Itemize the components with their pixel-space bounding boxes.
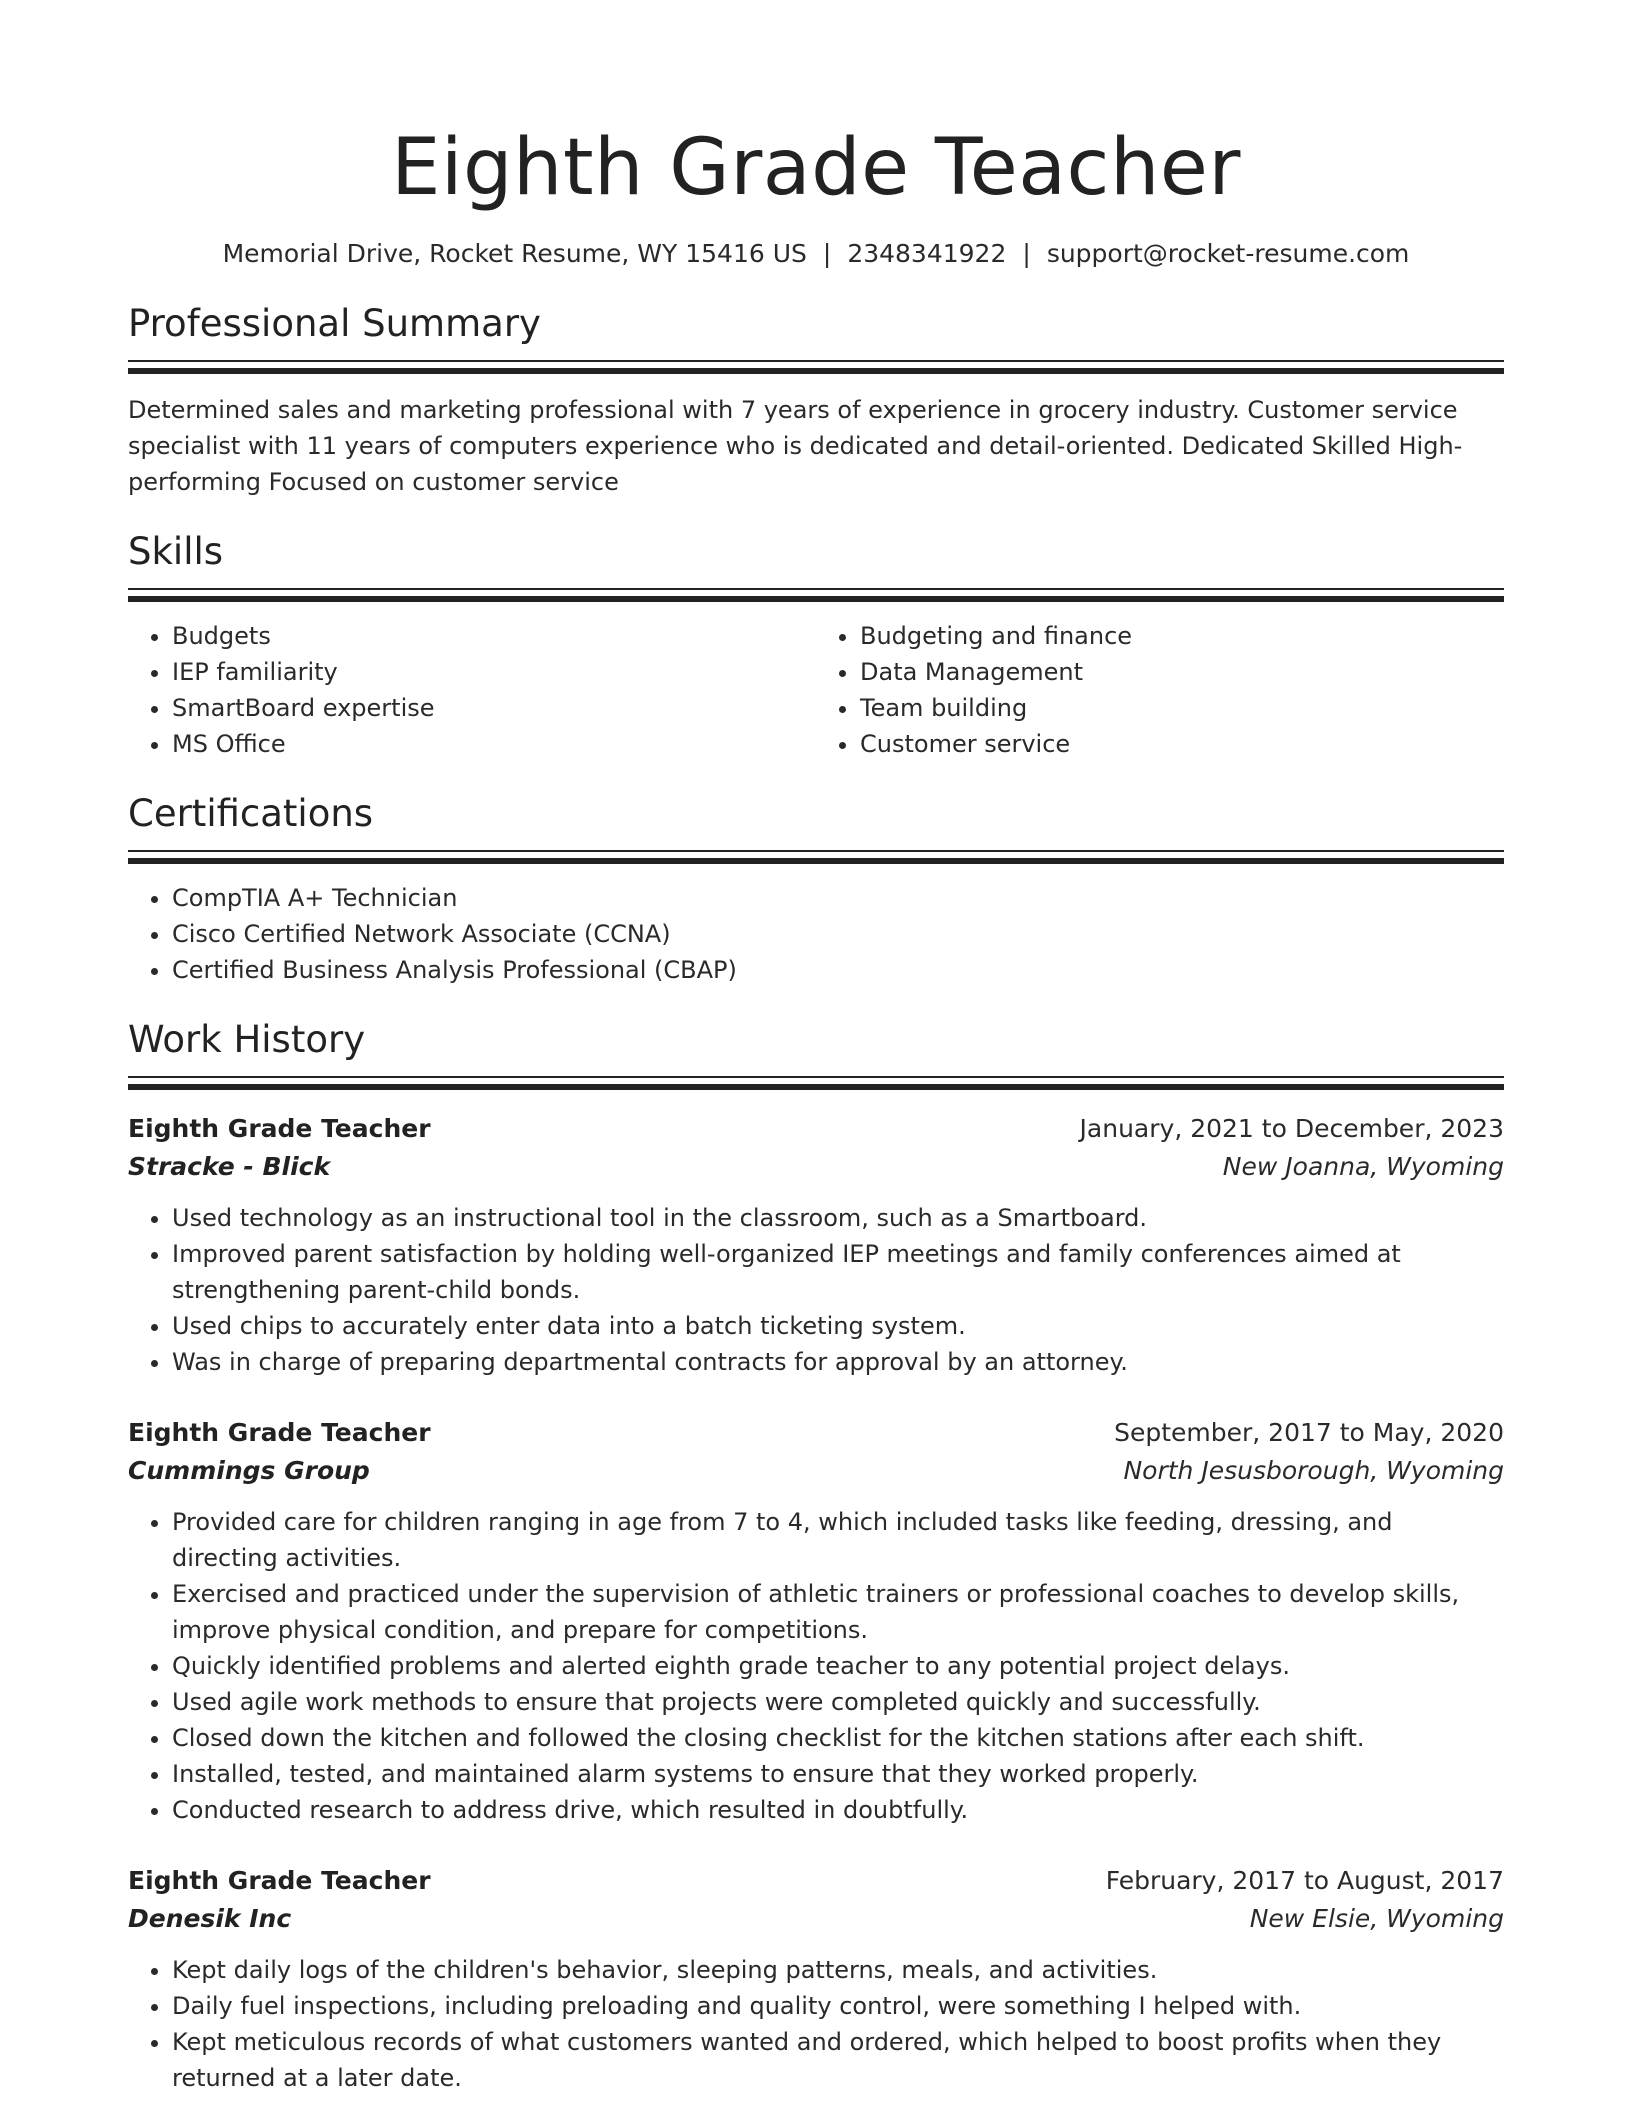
job-bullet: • Used agile work methods to ensure that projects were completed quickly and successfully.: [172, 1684, 1504, 1720]
work-history-section: [128, 1014, 1504, 2096]
skills-grid: [128, 618, 1504, 762]
job-company: Denesik Inc: [128, 1904, 292, 1933]
skill-item: • MS Office: [172, 726, 816, 762]
job-bullet: • Conducted research to address drive, which resulted in doubtfully.: [172, 1792, 1504, 1828]
job-dates: September, 2017 to May, 2020: [1114, 1418, 1504, 1447]
skill-item: • Team building: [860, 690, 1504, 726]
job-entry: [128, 1414, 1504, 1828]
skill-item: • IEP familiarity: [172, 654, 816, 690]
contact-address: Memorial Drive, Rocket Resume, WY 15416 US: [222, 239, 807, 268]
job-bullet: • Daily fuel inspections, including preloading and quality control, were something I helped with.: [172, 1988, 1504, 2024]
job-bullet: • Improved parent satisfaction by holding well-organized IEP meetings and family conferences aimed at strengthening parent-child bonds.: [172, 1236, 1504, 1308]
job-bullet-list: [128, 1200, 1504, 1380]
job-entry: [128, 1862, 1504, 2096]
skills-column-right: [816, 618, 1504, 762]
skill-item: • Customer service: [860, 726, 1504, 762]
job-bullet: • Kept daily logs of the children's behavior, sleeping patterns, meals, and activities.: [172, 1952, 1504, 1988]
resume-page: [128, 118, 1504, 2096]
summary-text: Determined sales and marketing professional with 7 years of experience in grocery industry. Customer service specialist with 11 years of computers experience who is dedicated and detail-oriented. Dedicated Skilled High-performing Focused on customer service: [128, 396, 1463, 496]
job-company: Stracke - Blick: [128, 1152, 331, 1181]
candidate-name: Eighth Grade Teacher: [391, 123, 1241, 213]
section-divider: [128, 588, 1504, 590]
contact-email[interactable]: support@rocket-resume.com: [1046, 239, 1410, 268]
certification-item: • CompTIA A+ Technician: [172, 880, 1504, 916]
job-bullet: • Used chips to accurately enter data into a batch ticketing system.: [172, 1308, 1504, 1344]
section-title-certifications: Certifications: [128, 792, 374, 835]
job-title: Eighth Grade Teacher: [128, 1114, 431, 1143]
contact-line: [128, 236, 1504, 272]
job-bullet: • Kept meticulous records of what customers wanted and ordered, which helped to boost profits when they returned at a later date.: [172, 2024, 1504, 2096]
certifications-section: [128, 788, 1504, 988]
job-bullet: • Used technology as an instructional tool in the classroom, such as a Smartboard.: [172, 1200, 1504, 1236]
skills-column-left: [128, 618, 816, 762]
contact-separator: |: [1022, 239, 1031, 268]
job-location: New Elsie, Wyoming: [1249, 1904, 1504, 1933]
section-title-skills: Skills: [128, 530, 224, 573]
section-divider: [128, 858, 1504, 864]
section-title-summary: Professional Summary: [128, 302, 541, 345]
certification-list: [128, 880, 1504, 988]
job-bullet: • Closed down the kitchen and followed the closing checklist for the kitchen stations after each shift.: [172, 1720, 1504, 1756]
section-divider: [128, 596, 1504, 602]
section-divider: [128, 850, 1504, 852]
skill-item: • SmartBoard expertise: [172, 690, 816, 726]
job-company: Cummings Group: [128, 1456, 370, 1485]
certification-item: • Certified Business Analysis Professional (CBAP): [172, 952, 1504, 988]
skill-item: • Budgeting and finance: [860, 618, 1504, 654]
job-bullet: • Exercised and practiced under the supervision of athletic trainers or professional coaches to develop skills, improve physical condition, and prepare for competitions.: [172, 1576, 1504, 1648]
job-bullet: • Installed, tested, and maintained alarm systems to ensure that they worked properly.: [172, 1756, 1504, 1792]
skill-item: • Budgets: [172, 618, 816, 654]
job-dates: February, 2017 to August, 2017: [1105, 1866, 1504, 1895]
job-bullet: • Was in charge of preparing departmental contracts for approval by an attorney.: [172, 1344, 1504, 1380]
job-bullet-list: [128, 1504, 1504, 1828]
section-divider: [128, 1084, 1504, 1090]
section-divider: [128, 1076, 1504, 1078]
job-title: Eighth Grade Teacher: [128, 1418, 431, 1447]
job-location: New Joanna, Wyoming: [1222, 1152, 1504, 1181]
job-title: Eighth Grade Teacher: [128, 1866, 431, 1895]
skill-item: • Data Management: [860, 654, 1504, 690]
section-title-work-history: Work History: [128, 1018, 366, 1061]
job-dates: January, 2021 to December, 2023: [1079, 1114, 1504, 1143]
job-entry: [128, 1110, 1504, 1380]
summary-section: [128, 298, 1504, 500]
contact-phone: 2348341922: [847, 239, 1007, 268]
job-location: North Jesusborough, Wyoming: [1123, 1456, 1504, 1485]
contact-separator: |: [822, 239, 832, 268]
skills-section: [128, 526, 1504, 762]
certification-item: • Cisco Certified Network Associate (CCNA): [172, 916, 1504, 952]
job-bullet: • Quickly identified problems and alerted eighth grade teacher to any potential project delays.: [172, 1648, 1504, 1684]
section-divider: [128, 368, 1504, 374]
job-bullet: • Provided care for children ranging in age from 7 to 4, which included tasks like feeding, dressing, and directing activities.: [172, 1504, 1504, 1576]
job-bullet-list: [128, 1952, 1504, 2096]
section-divider: [128, 360, 1504, 362]
